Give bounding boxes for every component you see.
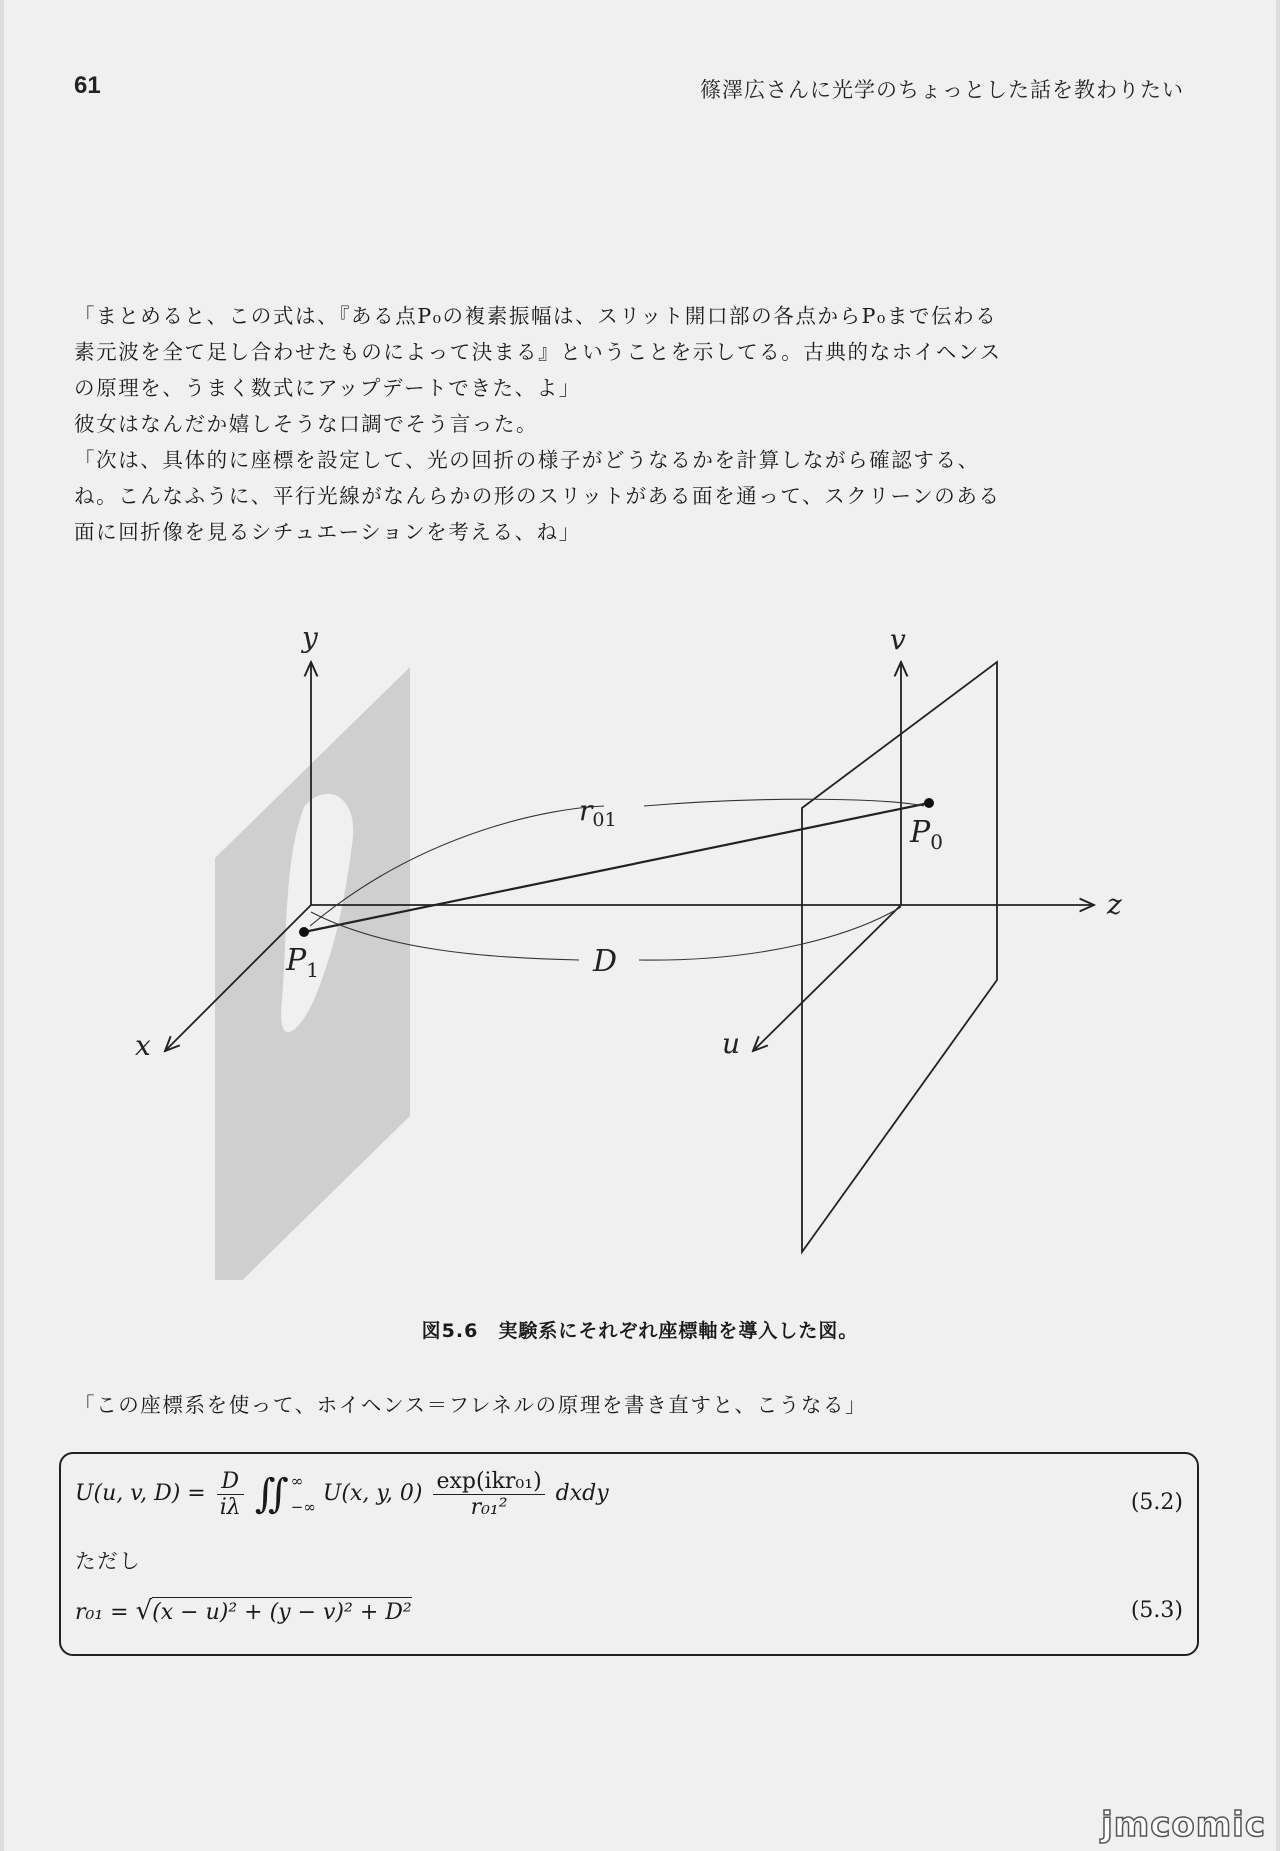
figure-caption bbox=[4, 1316, 1276, 1343]
running-title: 篠澤広さんに光学のちょっとした話を教わりたい bbox=[700, 78, 1184, 102]
eq1-fraction-2: $\frac{\text{exp(ikr₀₁)}}{\text{r₀₁²}}$ bbox=[433, 1469, 544, 1520]
caption-text: 実験系にそれぞれ座標軸を導入した図。 bbox=[498, 1320, 859, 1342]
equation-number-5-3: (5.3) bbox=[1130, 1598, 1183, 1623]
figure-diagram bbox=[4, 610, 1276, 1280]
label-r01: $r_{01}$ bbox=[579, 794, 617, 831]
equation-box bbox=[59, 1452, 1199, 1656]
d-arc-right bbox=[639, 907, 901, 960]
equation-5-2 bbox=[75, 1468, 1183, 1520]
screen-plane bbox=[802, 662, 997, 1252]
page-number: 61 bbox=[74, 72, 101, 99]
r01-arc-right bbox=[644, 799, 924, 806]
label-p1: $P_1$ bbox=[286, 943, 319, 982]
point-p1 bbox=[299, 927, 309, 937]
label-x: x bbox=[135, 1029, 151, 1062]
tadashi-text: ただし bbox=[75, 1549, 142, 1573]
eq2-radicand: (x − u)² + (y − v)² + D² bbox=[152, 1597, 412, 1625]
eq2-lhs: r₀₁ = bbox=[75, 1600, 129, 1625]
watermark: jmcomic bbox=[1101, 1805, 1266, 1845]
point-p0 bbox=[924, 798, 934, 808]
eq1-lhs: U(u, v, D) = bbox=[75, 1481, 206, 1506]
paragraph: 彼女はなんだか嬉しそうな口調でそう言った。 bbox=[74, 412, 539, 436]
sqrt-sign: √ bbox=[135, 1596, 153, 1626]
paragraph: 「次は、具体的に座標を設定して、光の回折の様子がどうなるかを計算しながら確認する、ね。こんなふうに、平行光線がなんらかの形のスリットがある面を通って、スクリーンのある面に回折像を見るシチュエーションを考える、ね」 bbox=[74, 448, 1001, 544]
caption-number: 図5.6 bbox=[421, 1320, 479, 1342]
label-d: D bbox=[593, 944, 618, 979]
body-text bbox=[74, 298, 1014, 550]
coordinate-figure bbox=[4, 610, 1276, 1280]
label-p0: $P_0$ bbox=[910, 815, 943, 854]
page bbox=[4, 0, 1276, 1851]
integral-sign: ∬ bbox=[254, 1471, 289, 1517]
integral-limits: ∞ −∞ bbox=[290, 1472, 316, 1516]
equation-intro: 「この座標系を使って、ホイヘンス＝フレネルの原理を書き直すと、こうなる」 bbox=[74, 1393, 868, 1417]
eq1-differential: dxdy bbox=[555, 1481, 609, 1506]
equation-number-5-2: (5.2) bbox=[1130, 1490, 1183, 1515]
eq1-fraction-1: $\frac{D}{i\lambda}$ bbox=[217, 1469, 244, 1520]
eq1-integrand: U(x, y, 0) bbox=[322, 1481, 423, 1506]
label-z: z bbox=[1107, 888, 1122, 921]
label-v: v bbox=[890, 623, 906, 656]
equation-5-3 bbox=[75, 1596, 1183, 1626]
label-u: u bbox=[722, 1027, 741, 1060]
paragraph: 「まとめると、この式は、『ある点P₀の複素振幅は、スリット開口部の各点からP₀まで伝わる素元波を全て足し合わせたものによって決まる』ということを示してる。古典的なホイヘンスの原理を、うまく数式にアップデートできた、よ」 bbox=[74, 304, 1002, 400]
u-axis bbox=[753, 905, 901, 1051]
label-y: y bbox=[302, 621, 318, 654]
